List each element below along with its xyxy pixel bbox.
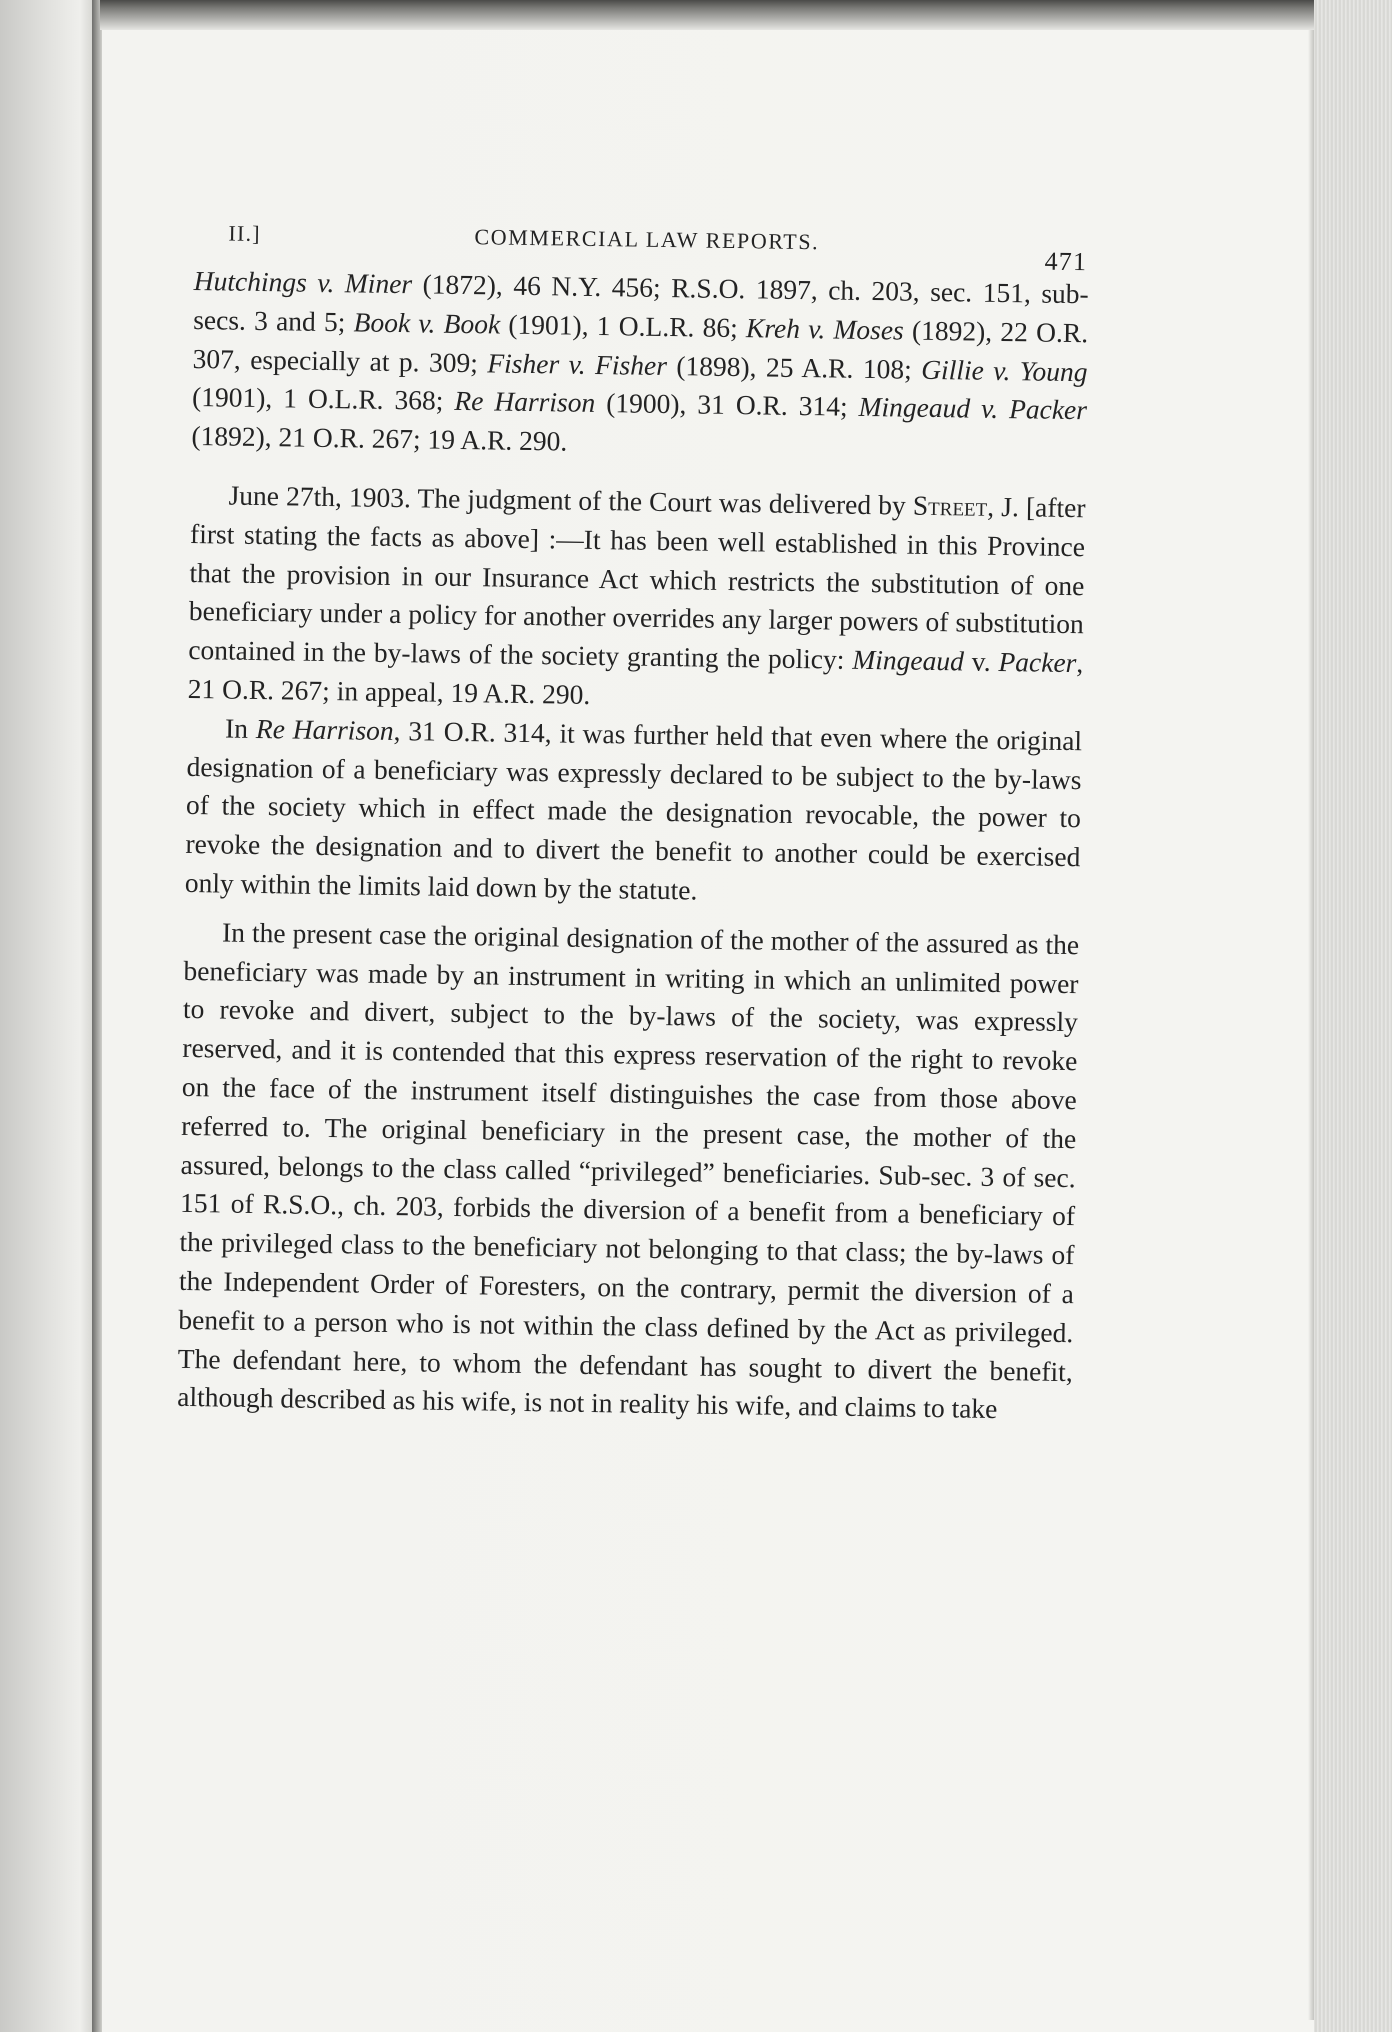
text-run: (1900), 31 O.R. 314; (595, 387, 859, 423)
italic-text-run: Gillie v. Young (920, 353, 1088, 387)
judgment-paragraph-3 (177, 913, 1079, 1431)
text-run: , 21 O.R. 267; in appeal, 19 A.R. 290. (187, 647, 1084, 710)
italic-text-run: Mingeaud v. Packer (858, 391, 1088, 426)
text-run: (1901), 1 O.L.R. 368; (191, 381, 455, 417)
judgment-paragraph-2 (185, 709, 1083, 916)
book-page (177, 200, 1090, 1430)
running-head-title: COMMERCIAL LAW REPORTS. (474, 224, 820, 255)
text-run: , 31 O.R. 314, it was further held that even where the original designation of a beneficiary was expressly declared to be subject to the by-laws of the society which in effect made the designation revocable, the power to revoke the designation and to divert the benefit to another could be exercised only within the limits laid down by the statute. (184, 714, 1083, 906)
text-run: (1892), 22 O.R. 307, especially at p. 309; (192, 314, 1089, 378)
volume-marker: II.] (228, 220, 261, 246)
citations-block (191, 262, 1089, 469)
judgment-paragraph-1 (187, 476, 1085, 722)
top-shadow (100, 0, 1392, 30)
text-run: v. (963, 645, 999, 678)
italic-text-run: Packer (998, 646, 1077, 679)
italic-text-run: Re Harrison (255, 712, 394, 746)
page-number: 471 (1044, 246, 1088, 277)
text-run: (1892), 21 O.R. 267; 19 A.R. 290. (191, 420, 568, 457)
gutter-shadow (92, 0, 102, 2032)
running-head (194, 200, 1090, 277)
text-run: (1872), 46 N.Y. 456; R.S.O. 1897, ch. 203, sec. 151, sub-secs. 3 and 5; (193, 268, 1089, 338)
text-run: June 27th, 1903. The judgment of the Court was delivered by (228, 479, 914, 521)
text-run: In the present case the original designation of the mother of the assured as the beneficiary was made by an instrument in writing in which an unlimited power to revoke and divert, subject to the by-laws of the society, was expressly reserved, and it is contended that this express reservation of the right to revoke on the face of the instrument itself distinguishes the case from those above referred to. The original beneficiary in the present case, the mother of the assured, belongs to the class called “privileged” beneficiaries. Sub-sec. 3 of sec. 151 of R.S.O., ch. 203, forbids the diversion of a benefit from a beneficiary of the privileged class to the beneficiary not belonging to that class; the by-laws of the Independent Order of Foresters, on the contrary, permit the diversion of a benefit to a person who is not within the class defined by the Act as privileged. The defendant here, to whom the defendant has sought to divert the benefit, although described as his wife, is not in reality his wife, and claims to take (177, 916, 1080, 1425)
smallcaps-text-run: Street (912, 489, 988, 522)
text-run: , J. [after first stating the facts as above] :—It has been well established in this Province that the provision in our Insurance Act which restricts the substitution of one beneficiary under a policy for another overrides any larger powers of substitution contained in the by-laws of the society granting the policy: (188, 490, 1086, 675)
text-run: In (224, 712, 257, 744)
italic-text-run: Book v. Book (353, 306, 501, 340)
text-run: (1898), 25 A.R. 108; (666, 349, 922, 385)
italic-text-run: Kreh v. Moses (745, 311, 905, 346)
italic-text-run: Fisher v. Fisher (487, 346, 668, 381)
left-page-edge (0, 0, 94, 2032)
italic-text-run: Mingeaud (852, 643, 965, 677)
italic-text-run: Re Harrison (454, 385, 596, 419)
text-run: (1901), 1 O.L.R. 86; (499, 308, 747, 343)
italic-text-run: Hutchings v. Miner (193, 264, 413, 300)
page-stack (1314, 0, 1392, 2032)
